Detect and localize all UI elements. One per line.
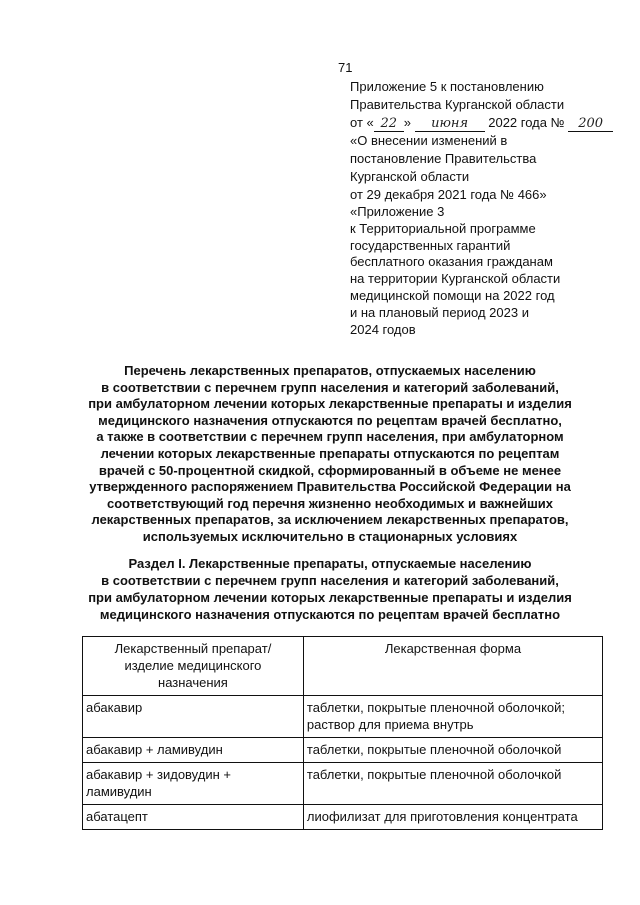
appendix-line-7: от 29 декабря 2021 года № 466» — [350, 187, 547, 202]
drug-name: абакавир — [86, 700, 143, 715]
form-text: таблетки, покрытые пленочной оболочкой; — [306, 700, 566, 715]
table-header-row — [83, 637, 603, 696]
appendix-date-line — [350, 114, 630, 132]
header-drug — [83, 637, 304, 696]
date-separator: » — [403, 115, 411, 130]
section-line: в соответствии с перечнем групп населения и категорий заболеваний, — [101, 573, 559, 588]
form-cell — [303, 738, 602, 763]
header-drug-line: изделие медицинского — [124, 658, 262, 673]
drug-name: абакавир + зидовудин + — [86, 767, 231, 782]
header-form-line: Лекарственная форма — [384, 641, 522, 656]
table-row — [83, 805, 603, 830]
title-line: в соответствии с перечнем групп населения и категорий заболеваний, — [101, 379, 559, 395]
appendix-3-line: к Территориальной программе — [350, 220, 536, 236]
title-line: врачей с 50-процентной скидкой, сформированный в объеме не менее — [98, 462, 562, 478]
drug-name: ламивудин — [86, 784, 152, 799]
section-line: при амбулаторном лечении которых лекарственные препараты и изделия — [88, 590, 572, 605]
document-title — [40, 363, 620, 546]
section-title — [40, 555, 620, 623]
appendix-reference-block — [350, 78, 630, 204]
table-row — [83, 696, 603, 738]
drug-name: абакавир + ламивудин — [86, 742, 223, 757]
form-cell — [303, 763, 602, 805]
appendix-3-line: на территории Курганской области — [350, 271, 561, 287]
drug-cell — [83, 763, 304, 805]
appendix-3-line: 2024 годов — [350, 321, 416, 337]
title-line: используемых исключительно в стационарных условиях — [142, 528, 518, 544]
page-number: 71 — [338, 60, 353, 75]
handwritten-number: 200 — [568, 116, 613, 132]
appendix-line-6: Курганской области — [350, 169, 470, 184]
title-line: Перечень лекарственных препаратов, отпускаемых населению — [124, 363, 536, 378]
title-line: а также в соответствии с перечнем групп населения, при амбулаторном — [96, 429, 564, 445]
appendix-3-line: «Приложение 3 — [350, 204, 445, 219]
header-drug-line: Лекарственный препарат/ — [114, 641, 272, 656]
appendix-line-1: Приложение 5 к постановлению — [350, 79, 544, 94]
title-line: при амбулаторном лечении которых лекарственные препараты и изделия — [88, 396, 572, 412]
title-line: лечении которых лекарственные препараты отпускаются по рецептам — [100, 445, 560, 461]
header-drug-line: назначения — [158, 675, 228, 690]
form-text: лиофилизат для приготовления концентрата — [306, 809, 578, 824]
appendix-3-line: бесплатного оказания гражданам — [350, 254, 553, 270]
title-line: утвержденного распоряжением Правительства Российской Федерации на — [89, 479, 571, 495]
form-text: раствор для приема внутрь — [306, 717, 474, 732]
drug-cell — [83, 696, 304, 738]
date-prefix: от « — [350, 115, 374, 130]
form-text: таблетки, покрытые пленочной оболочкой — [306, 767, 562, 782]
form-cell — [303, 696, 602, 738]
drug-cell — [83, 738, 304, 763]
appendix-line-5: постановление Правительства — [350, 151, 537, 166]
form-text: таблетки, покрытые пленочной оболочкой — [306, 742, 562, 757]
drug-cell — [83, 805, 304, 830]
title-line: соответствующий год перечня жизненно необходимых и важнейших — [106, 495, 553, 511]
appendix-line-2: Правительства Курганской области — [350, 97, 565, 112]
table-row — [83, 738, 603, 763]
handwritten-month: июня — [415, 116, 485, 132]
drug-name: абатацепт — [86, 809, 148, 824]
drug-table — [82, 636, 603, 830]
section-line: Раздел I. Лекарственные препараты, отпускаемые населению — [128, 556, 532, 571]
appendix-3-line: государственных гарантий — [350, 237, 511, 253]
appendix-3-line: и на плановый период 2023 и — [350, 304, 529, 320]
section-line: медицинского назначения отпускаются по рецептам врачей бесплатно — [99, 607, 561, 622]
table-row — [83, 763, 603, 805]
title-line: медицинского назначения отпускаются по рецептам врачей бесплатно, — [98, 412, 562, 428]
appendix-line-4: «О внесении изменений в — [350, 133, 508, 148]
year-text: 2022 года № — [488, 115, 565, 130]
header-form — [303, 637, 602, 696]
title-line: лекарственных препаратов, за исключением лекарственных препаратов, — [91, 512, 569, 528]
form-cell — [303, 805, 602, 830]
appendix-3-line: медицинской помощи на 2022 год — [350, 287, 555, 303]
handwritten-day: 22 — [374, 116, 404, 132]
appendix-3-block — [350, 204, 630, 338]
